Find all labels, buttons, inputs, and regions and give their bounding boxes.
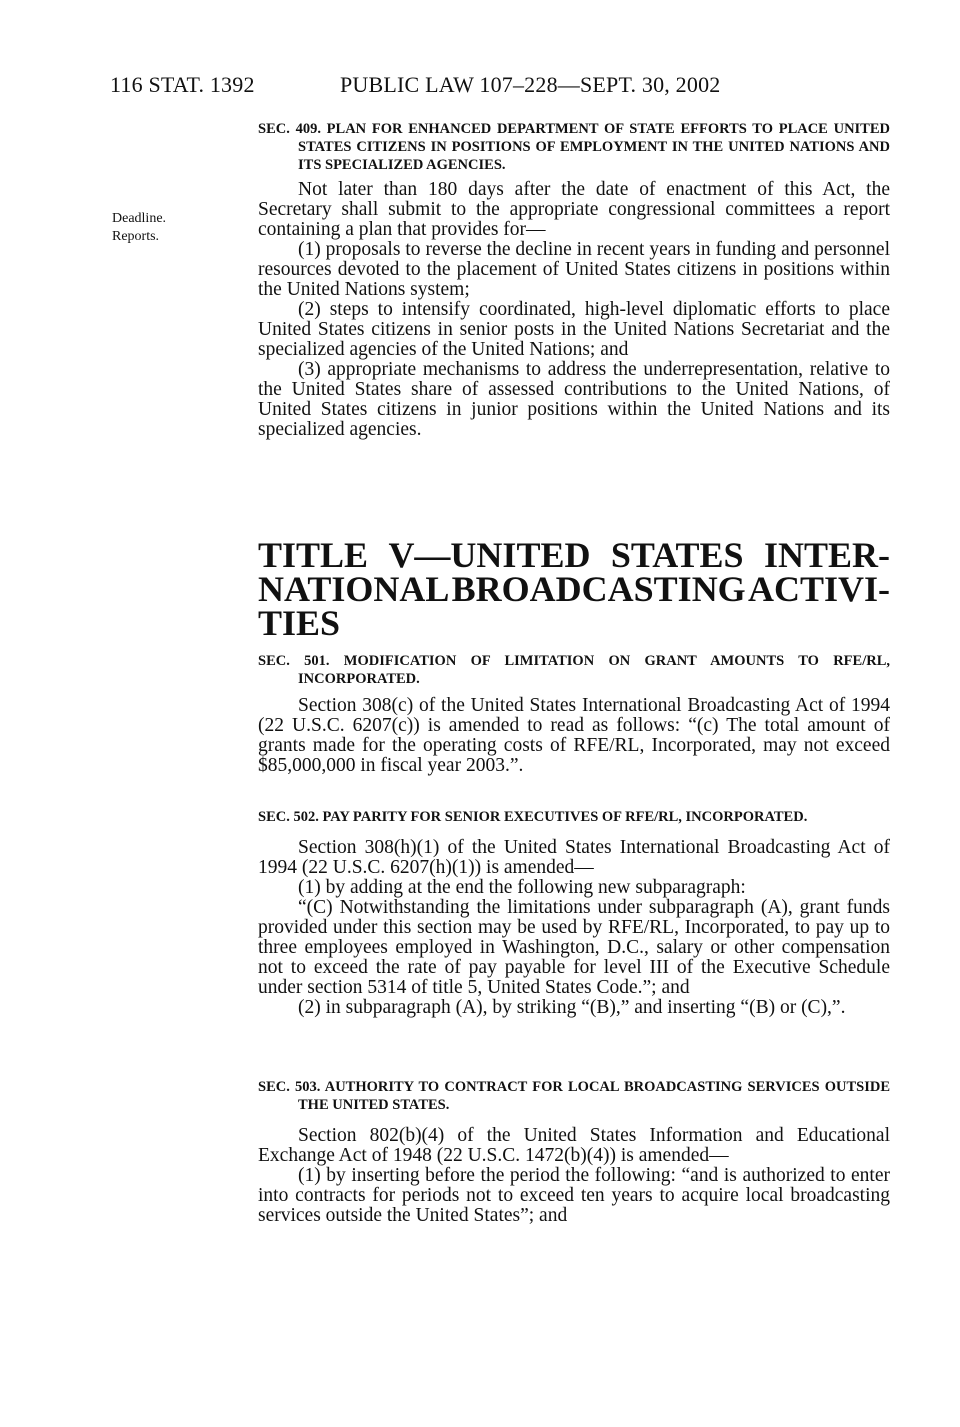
section-503-intro: Section 802(b)(4) of the United States Information and Educational Exchange Act of 1948 (22 U.S.C. 1472(b)(4)) is amended— [258, 1125, 890, 1166]
section-501-heading: SEC. 501. MODIFICATION OF LIMITATION ON GRANT AMOUNTS TO RFE/RL, INCORPORATED. [258, 653, 890, 687]
section-502-item-2: (2) in subparagraph (A), by striking “(B),” and inserting “(B) or (C),”. [298, 997, 846, 1018]
section-501-text: Section 308(c) of the United States International Broadcasting Act of 1994 (22 U.S.C. 6207(c)) is amended to read as follows: “(c) The total amount of grants made for the operating costs of RFE/RL, Incorporated, may not exceed $85,000,000 in fiscal year 2003.”. [258, 695, 890, 776]
section-502-quote [258, 898, 890, 998]
title-v-heading [258, 535, 890, 643]
section-503-heading: SEC. 503. AUTHORITY TO CONTRACT FOR LOCAL BROADCASTING SERVICES OUTSIDE THE UNITED STATES. [258, 1079, 890, 1113]
section-502-quote-text: “(C) Notwithstanding the limitations under subparagraph (A), grant funds provided under this section may be used by RFE/RL, Incorporated, to pay up to three employees employed in Washington, D.C., salary or other compensation not to exceed the rate of pay payable for level III of the Executive Schedule under section 5314 of title 5, United States Code.”; and [258, 897, 890, 998]
section-502 [258, 808, 890, 1018]
section-501 [258, 652, 890, 776]
section-503 [258, 1078, 890, 1226]
section-409-item-2: (2) steps to intensify coordinated, high-level diplomatic efforts to place United States citizens in senior posts in the United Nations Secretariat and the specialized agencies of the United Nations; and [258, 299, 890, 360]
margin-note-deadline: Deadline. [112, 211, 167, 226]
section-502-item-1: (1) by adding at the end the following new subparagraph: [298, 877, 746, 898]
law-citation: PUBLIC LAW 107–228—SEPT. 30, 2002 [340, 72, 721, 97]
section-502-intro: Section 308(h)(1) of the United States International Broadcasting Act of 1994 (22 U.S.C. 6207(h)(1)) is amended— [258, 837, 890, 878]
section-409 [258, 120, 890, 440]
title-word: STATES [610, 535, 744, 575]
title-word: TIES [258, 603, 341, 643]
section-502-heading: SEC. 502. PAY PARITY FOR SENIOR EXECUTIVES OF RFE/RL, INCORPORATED. [258, 809, 808, 825]
section-503-item-1: (1) by inserting before the period the following: “and is authorized to enter into contracts for periods not to exceed ten years to acquire local broadcasting services outside the United States”; and [258, 1165, 890, 1226]
title-word: INTER- [763, 535, 890, 575]
page-number: 116 STAT. 1392 [110, 72, 255, 97]
section-409-item-1: (1) proposals to reverse the decline in recent years in funding and personnel resources devoted to the placement of United States citizens in positions within the United Nations system; [258, 239, 890, 300]
section-409-heading: SEC. 409. PLAN FOR ENHANCED DEPARTMENT OF STATE EFFORTS TO PLACE UNITED STATES CITIZENS IN POSITIONS OF EMPLOYMENT IN THE UNITED NATIONS AND ITS SPECIALIZED AGENCIES. [258, 121, 890, 173]
title-word: ACTIVI- [747, 569, 890, 609]
section-409-item-3: (3) appropriate mechanisms to address the underrepresentation, relative to the United States share of assessed contributions to the United Nations, of United States citizens in junior positions within the United Nations and its specialized agencies. [258, 359, 890, 440]
margin-note-reports: Reports. [112, 229, 160, 244]
title-word: V—UNITED [388, 535, 591, 575]
section-409-intro: Not later than 180 days after the date of enactment of this Act, the Secretary shall submit to the appropriate congressional committees a report containing a plan that provides for— [258, 179, 890, 240]
title-word: NATIONAL [258, 569, 450, 609]
title-word: BROADCASTING [451, 569, 746, 609]
margin-notes [112, 210, 166, 246]
title-word: TITLE [258, 535, 369, 575]
